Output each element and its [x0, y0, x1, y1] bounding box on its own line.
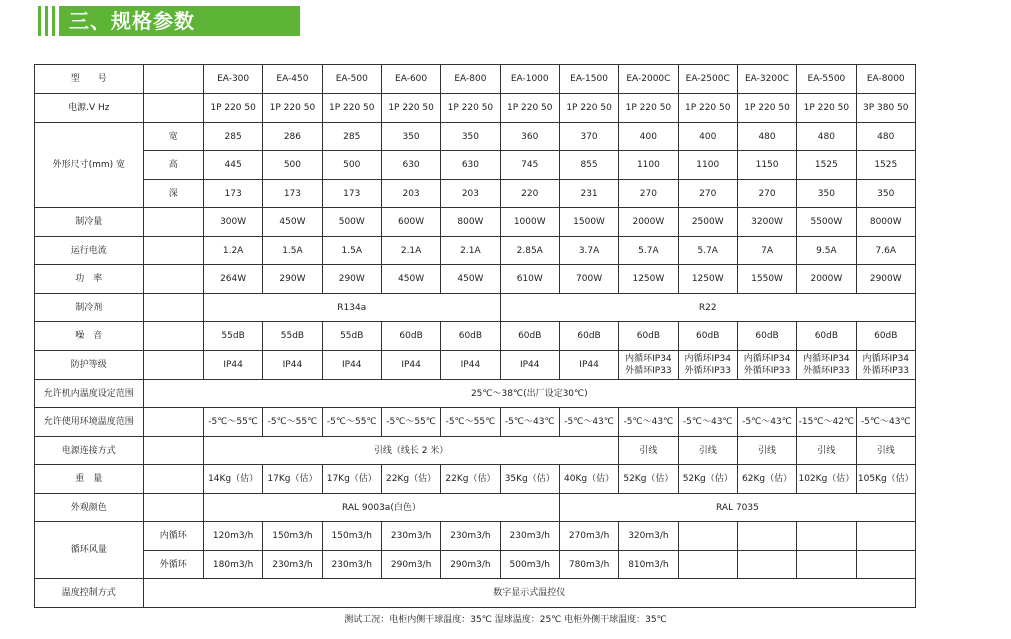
width-cell: 370 — [559, 123, 618, 151]
weight-cell: 14Kg（估） — [203, 465, 262, 494]
label-airflow: 循环风量 — [35, 522, 144, 579]
width-cell: 400 — [678, 123, 737, 151]
label-height: 高 — [143, 151, 203, 180]
airflow-external-cell: 500m3/h — [500, 551, 559, 579]
model-cell: EA-600 — [381, 65, 440, 94]
weight-cell: 22Kg（估） — [441, 465, 500, 494]
ambient-cell: -5℃～43℃ — [856, 408, 915, 437]
row-current — [35, 237, 916, 265]
airflow-external-cell: 810m3/h — [619, 551, 678, 579]
current-cell: 2.1A — [441, 237, 500, 265]
row-power — [35, 265, 916, 294]
protection-external: 外循环IP33 — [625, 366, 672, 376]
ambient-cell: -5℃～43℃ — [678, 408, 737, 437]
label-refrigerant: 制冷剂 — [35, 294, 144, 322]
label-ambient-temp-range: 允许使用环境温度范围 — [35, 408, 144, 437]
cooling-cell: 600W — [381, 208, 440, 237]
protection-external: 外循环IP33 — [743, 366, 791, 376]
label-protection: 防护等级 — [35, 351, 144, 380]
power-cell: 2900W — [856, 265, 915, 294]
noise-cell: 60dB — [500, 322, 559, 351]
current-cell: 2.1A — [381, 237, 440, 265]
protection-dual-cell — [737, 351, 796, 380]
depth-cell: 203 — [441, 180, 500, 208]
current-cell: 7.6A — [856, 237, 915, 265]
airflow-internal-cell — [678, 522, 737, 551]
cooling-cell: 2000W — [619, 208, 678, 237]
connection-cell: 引线 — [856, 437, 915, 465]
section-title: 三、规格参数 — [59, 6, 300, 36]
protection-external: 外循环IP33 — [862, 366, 910, 376]
current-cell: 3.7A — [559, 237, 618, 265]
row-control — [35, 579, 916, 608]
protection-cell: IP44 — [559, 351, 618, 380]
protection-internal: 内循环IP34 — [862, 354, 910, 364]
airflow-external-cell: 290m3/h — [441, 551, 500, 579]
color-cell: RAL 7035 — [559, 494, 915, 522]
row-color — [35, 494, 916, 522]
model-cell: EA-1000 — [500, 65, 559, 94]
row-refrigerant — [35, 294, 916, 322]
height-cell: 445 — [203, 151, 262, 180]
ambient-cell: -5℃～55℃ — [203, 408, 262, 437]
airflow-internal-cell: 320m3/h — [619, 522, 678, 551]
noise-cell: 60dB — [381, 322, 440, 351]
depth-cell: 173 — [322, 180, 381, 208]
label-weight: 重 量 — [35, 465, 144, 494]
label-power: 功 率 — [35, 265, 144, 294]
weight-cell: 35Kg（估） — [500, 465, 559, 494]
depth-cell: 350 — [797, 180, 856, 208]
current-cell: 7A — [737, 237, 796, 265]
label-control: 温度控制方式 — [35, 579, 144, 608]
row-airflow-internal — [35, 522, 916, 551]
spec-table — [34, 64, 916, 608]
weight-cell: 52Kg（估） — [678, 465, 737, 494]
power-cell: 2000W — [797, 265, 856, 294]
airflow-internal-cell: 150m3/h — [263, 522, 322, 551]
protection-internal: 内循环IP34 — [625, 354, 672, 364]
model-cell: EA-2500C — [678, 65, 737, 94]
power-supply-cell: 1P 220 50 — [797, 94, 856, 123]
depth-cell: 173 — [263, 180, 322, 208]
row-model — [35, 65, 916, 94]
ambient-cell: -5℃～55℃ — [441, 408, 500, 437]
row-width — [35, 123, 916, 151]
depth-cell: 220 — [500, 180, 559, 208]
label-width: 宽 — [143, 123, 203, 151]
protection-dual-cell — [856, 351, 915, 380]
noise-cell: 55dB — [263, 322, 322, 351]
airflow-internal-cell: 230m3/h — [381, 522, 440, 551]
airflow-external-cell: 230m3/h — [263, 551, 322, 579]
empty-cell — [143, 351, 203, 380]
model-cell: EA-450 — [263, 65, 322, 94]
height-cell: 1150 — [737, 151, 796, 180]
label-airflow-internal: 内循环 — [143, 522, 203, 551]
height-cell: 630 — [441, 151, 500, 180]
width-cell: 480 — [737, 123, 796, 151]
power-cell: 700W — [559, 265, 618, 294]
depth-cell: 270 — [678, 180, 737, 208]
row-ambient-temp-range — [35, 408, 916, 437]
noise-cell: 60dB — [559, 322, 618, 351]
power-supply-cell: 1P 220 50 — [203, 94, 262, 123]
noise-cell: 60dB — [619, 322, 678, 351]
empty-cell — [143, 408, 203, 437]
width-cell: 286 — [263, 123, 322, 151]
power-cell: 610W — [500, 265, 559, 294]
row-connection — [35, 437, 916, 465]
width-cell: 350 — [441, 123, 500, 151]
power-cell: 450W — [381, 265, 440, 294]
protection-dual-cell — [678, 351, 737, 380]
model-cell: EA-8000 — [856, 65, 915, 94]
protection-cell: IP44 — [441, 351, 500, 380]
empty-cell — [143, 65, 203, 94]
empty-cell — [143, 94, 203, 123]
noise-cell: 60dB — [737, 322, 796, 351]
depth-cell: 270 — [619, 180, 678, 208]
cooling-cell: 8000W — [856, 208, 915, 237]
depth-cell: 231 — [559, 180, 618, 208]
airflow-internal-cell — [737, 522, 796, 551]
ambient-cell: -5℃～43℃ — [559, 408, 618, 437]
protection-external: 外循环IP33 — [803, 366, 850, 376]
current-cell: 2.85A — [500, 237, 559, 265]
ambient-cell: -5℃～55℃ — [322, 408, 381, 437]
refrigerant-cell: R134a — [203, 294, 500, 322]
power-cell: 450W — [441, 265, 500, 294]
noise-cell: 60dB — [856, 322, 915, 351]
width-cell: 350 — [381, 123, 440, 151]
height-cell: 745 — [500, 151, 559, 180]
height-cell: 855 — [559, 151, 618, 180]
model-cell: EA-800 — [441, 65, 500, 94]
ambient-cell: -5℃～55℃ — [263, 408, 322, 437]
protection-dual-cell — [797, 351, 856, 380]
label-cooling-capacity: 制冷量 — [35, 208, 144, 237]
airflow-external-cell — [856, 551, 915, 579]
cooling-cell: 1500W — [559, 208, 618, 237]
airflow-external-cell — [737, 551, 796, 579]
width-cell: 400 — [619, 123, 678, 151]
power-supply-cell: 1P 220 50 — [441, 94, 500, 123]
connection-long-cell: 引线（线长 2 米） — [203, 437, 618, 465]
airflow-internal-cell — [797, 522, 856, 551]
airflow-internal-cell: 270m3/h — [559, 522, 618, 551]
label-color: 外观颜色 — [35, 494, 144, 522]
power-cell: 1250W — [678, 265, 737, 294]
protection-external: 外循环IP33 — [684, 366, 731, 376]
current-cell: 5.7A — [678, 237, 737, 265]
empty-cell — [143, 208, 203, 237]
noise-cell: 55dB — [322, 322, 381, 351]
color-cell: RAL 9003a(白色） — [203, 494, 559, 522]
connection-cell: 引线 — [737, 437, 796, 465]
cooling-cell: 3200W — [737, 208, 796, 237]
empty-cell — [143, 437, 203, 465]
empty-cell — [143, 465, 203, 494]
connection-cell: 引线 — [619, 437, 678, 465]
depth-cell: 350 — [856, 180, 915, 208]
airflow-internal-cell — [856, 522, 915, 551]
power-cell: 264W — [203, 265, 262, 294]
empty-cell — [143, 322, 203, 351]
protection-cell: IP44 — [322, 351, 381, 380]
empty-cell — [143, 494, 203, 522]
empty-cell — [143, 294, 203, 322]
ambient-cell: -5℃～43℃ — [619, 408, 678, 437]
row-noise — [35, 322, 916, 351]
header-bars-decoration — [38, 6, 55, 36]
width-cell: 285 — [203, 123, 262, 151]
power-supply-cell: 1P 220 50 — [322, 94, 381, 123]
cooling-cell: 450W — [263, 208, 322, 237]
current-cell: 1.5A — [263, 237, 322, 265]
section-header — [38, 6, 300, 36]
width-cell: 480 — [856, 123, 915, 151]
power-supply-cell: 1P 220 50 — [500, 94, 559, 123]
airflow-internal-cell: 230m3/h — [441, 522, 500, 551]
height-cell: 1525 — [856, 151, 915, 180]
row-internal-temp-range — [35, 380, 916, 408]
label-dimensions: 外形尺寸(mm) 宽 — [35, 123, 144, 208]
power-supply-cell: 3P 380 50 — [856, 94, 915, 123]
weight-cell: 52Kg（估） — [619, 465, 678, 494]
power-cell: 290W — [263, 265, 322, 294]
power-supply-cell: 1P 220 50 — [619, 94, 678, 123]
airflow-internal-cell: 230m3/h — [500, 522, 559, 551]
test-conditions-note: 测试工况：电柜内侧干球温度：35℃ 湿球温度：25℃ 电柜外侧干球温度：35℃ — [344, 615, 667, 625]
ambient-cell: -5℃～43℃ — [737, 408, 796, 437]
model-cell: EA-5500 — [797, 65, 856, 94]
depth-cell: 173 — [203, 180, 262, 208]
empty-cell — [143, 265, 203, 294]
width-cell: 480 — [797, 123, 856, 151]
weight-cell: 22Kg（估） — [381, 465, 440, 494]
protection-dual-cell — [619, 351, 678, 380]
airflow-internal-cell: 120m3/h — [203, 522, 262, 551]
height-cell: 1525 — [797, 151, 856, 180]
airflow-external-cell — [678, 551, 737, 579]
row-cooling-capacity — [35, 208, 916, 237]
model-cell: EA-500 — [322, 65, 381, 94]
power-supply-cell: 1P 220 50 — [263, 94, 322, 123]
ambient-cell: -5℃～43℃ — [500, 408, 559, 437]
weight-cell: 105Kg（估） — [856, 465, 915, 494]
airflow-external-cell: 780m3/h — [559, 551, 618, 579]
protection-cell: IP44 — [500, 351, 559, 380]
protection-internal: 内循环IP34 — [684, 354, 731, 364]
current-cell: 9.5A — [797, 237, 856, 265]
cooling-cell: 1000W — [500, 208, 559, 237]
protection-cell: IP44 — [203, 351, 262, 380]
weight-cell: 40Kg（估） — [559, 465, 618, 494]
cooling-cell: 5500W — [797, 208, 856, 237]
width-cell: 285 — [322, 123, 381, 151]
airflow-external-cell: 230m3/h — [322, 551, 381, 579]
ambient-cell: -15℃～42℃ — [797, 408, 856, 437]
row-protection — [35, 351, 916, 380]
model-cell: EA-300 — [203, 65, 262, 94]
power-cell: 290W — [322, 265, 381, 294]
label-current: 运行电流 — [35, 237, 144, 265]
noise-cell: 60dB — [797, 322, 856, 351]
row-power-supply — [35, 94, 916, 123]
protection-cell: IP44 — [263, 351, 322, 380]
label-depth: 深 — [143, 180, 203, 208]
label-model: 型 号 — [35, 65, 144, 94]
weight-cell: 62Kg（估） — [737, 465, 796, 494]
noise-cell: 60dB — [678, 322, 737, 351]
airflow-external-cell — [797, 551, 856, 579]
connection-cell: 引线 — [678, 437, 737, 465]
label-noise: 噪 音 — [35, 322, 144, 351]
row-height — [35, 151, 916, 180]
protection-internal: 内循环IP34 — [803, 354, 850, 364]
height-cell: 1100 — [678, 151, 737, 180]
depth-cell: 203 — [381, 180, 440, 208]
noise-cell: 55dB — [203, 322, 262, 351]
protection-internal: 内循环IP34 — [743, 354, 791, 364]
weight-cell: 17Kg（估） — [322, 465, 381, 494]
height-cell: 1100 — [619, 151, 678, 180]
noise-cell: 60dB — [441, 322, 500, 351]
power-cell: 1550W — [737, 265, 796, 294]
cooling-cell: 300W — [203, 208, 262, 237]
row-depth — [35, 180, 916, 208]
model-cell: EA-1500 — [559, 65, 618, 94]
label-internal-temp-range: 允许机内温度设定范围 — [35, 380, 144, 408]
refrigerant-cell: R22 — [500, 294, 915, 322]
weight-cell: 17Kg（估） — [263, 465, 322, 494]
height-cell: 630 — [381, 151, 440, 180]
current-cell: 1.2A — [203, 237, 262, 265]
label-power-supply: 电源.V Hz — [35, 94, 144, 123]
cooling-cell: 800W — [441, 208, 500, 237]
power-supply-cell: 1P 220 50 — [381, 94, 440, 123]
protection-cell: IP44 — [381, 351, 440, 380]
ambient-cell: -5℃～55℃ — [381, 408, 440, 437]
cooling-cell: 2500W — [678, 208, 737, 237]
row-airflow-external — [35, 551, 916, 579]
model-cell: EA-2000C — [619, 65, 678, 94]
control-cell: 数字显示式温控仪 — [143, 579, 915, 608]
current-cell: 5.7A — [619, 237, 678, 265]
row-weight — [35, 465, 916, 494]
current-cell: 1.5A — [322, 237, 381, 265]
connection-cell: 引线 — [797, 437, 856, 465]
power-supply-cell: 1P 220 50 — [678, 94, 737, 123]
weight-cell: 102Kg（估） — [797, 465, 856, 494]
height-cell: 500 — [322, 151, 381, 180]
height-cell: 500 — [263, 151, 322, 180]
empty-cell — [143, 237, 203, 265]
airflow-external-cell: 180m3/h — [203, 551, 262, 579]
internal-temp-range-cell: 25℃～38℃(出厂设定30℃) — [143, 380, 915, 408]
airflow-external-cell: 290m3/h — [381, 551, 440, 579]
label-airflow-external: 外循环 — [143, 551, 203, 579]
label-connection: 电源连接方式 — [35, 437, 144, 465]
cooling-cell: 500W — [322, 208, 381, 237]
width-cell: 360 — [500, 123, 559, 151]
power-supply-cell: 1P 220 50 — [737, 94, 796, 123]
model-cell: EA-3200C — [737, 65, 796, 94]
power-cell: 1250W — [619, 265, 678, 294]
power-supply-cell: 1P 220 50 — [559, 94, 618, 123]
depth-cell: 270 — [737, 180, 796, 208]
airflow-internal-cell: 150m3/h — [322, 522, 381, 551]
